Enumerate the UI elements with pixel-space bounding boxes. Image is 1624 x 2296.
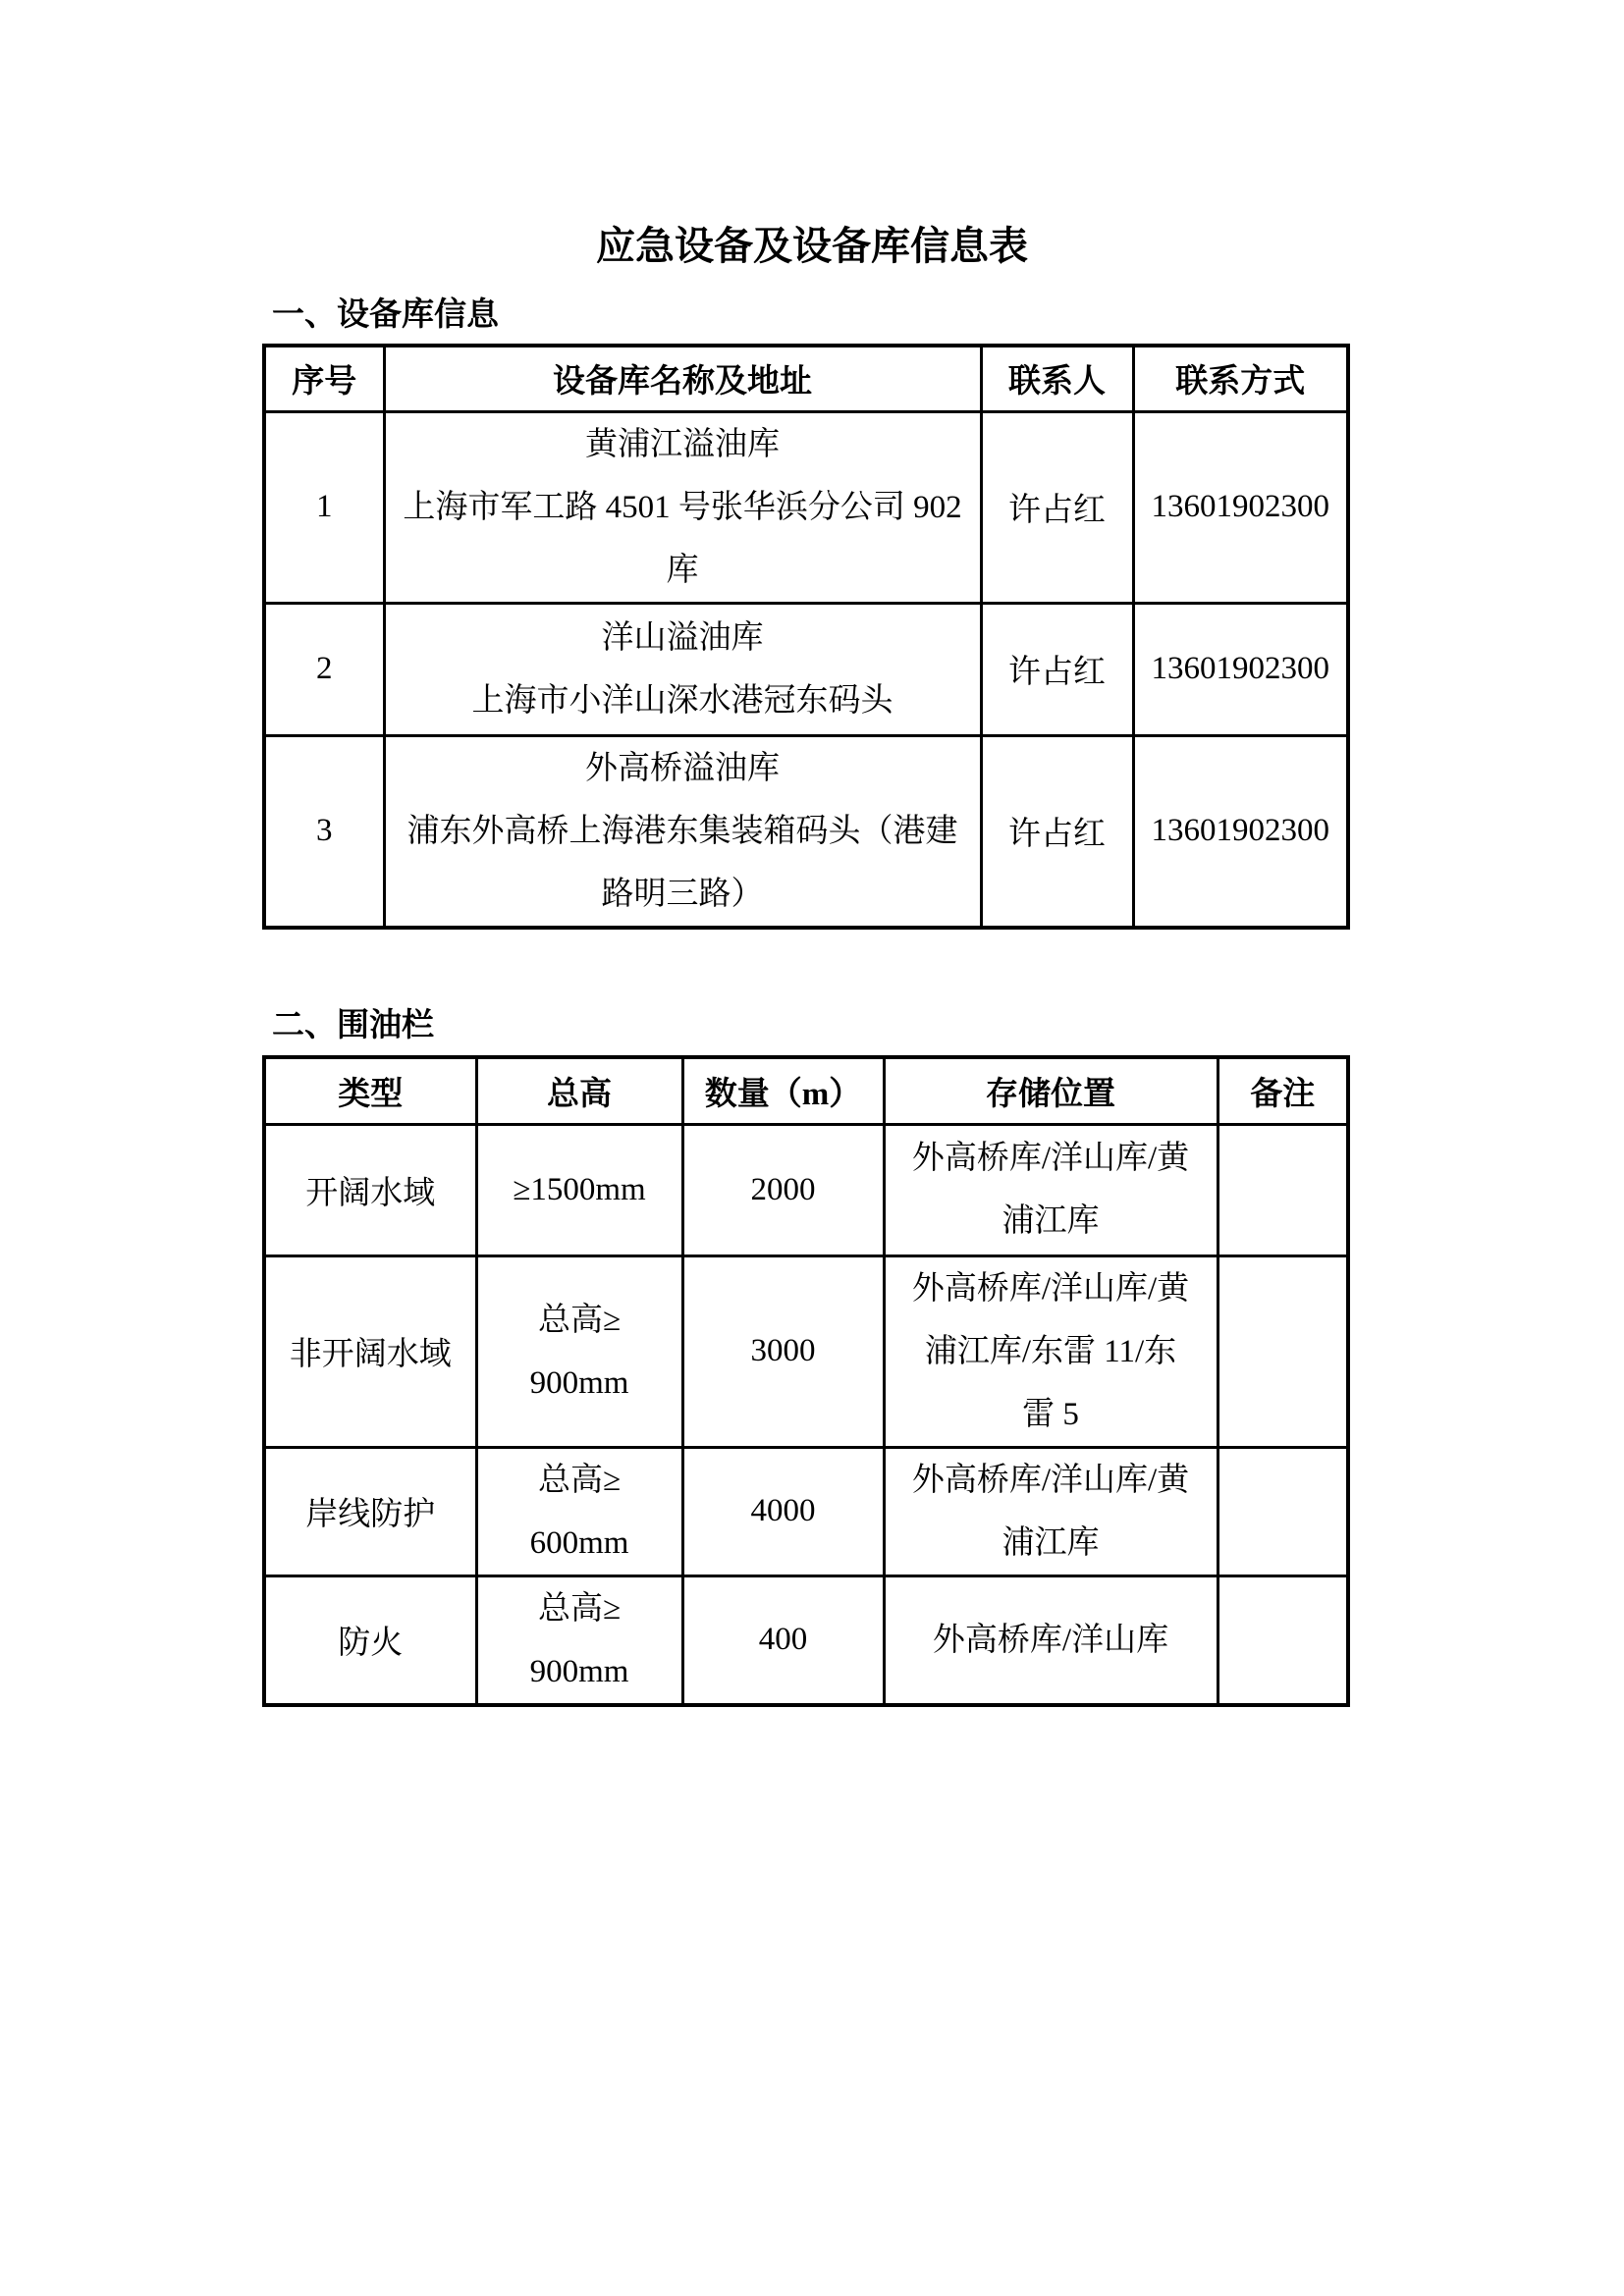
oil-boom-table-row-3 (264, 1447, 1348, 1575)
cell-contact: 许占红 (981, 603, 1133, 735)
cell-phone: 13601902300 (1133, 603, 1348, 735)
cell-storage-location (884, 1447, 1218, 1575)
storage-line: 外高桥库/洋山库/黄 (911, 1462, 1190, 1498)
cell-phone: 13601902300 (1133, 411, 1348, 603)
section-heading-warehouse-info: 一、设备库信息 (272, 297, 499, 333)
storage-line: 雷 5 (1022, 1396, 1079, 1432)
height-line: 900mm (529, 1364, 629, 1401)
cell-name-address (384, 735, 981, 928)
cell-phone: 13601902300 (1133, 735, 1348, 928)
col-header-no: 序号 (264, 346, 384, 411)
cell-contact: 许占红 (981, 411, 1133, 603)
storage-line: 外高桥库/洋山库 (932, 1622, 1169, 1658)
oil-boom-table (262, 1055, 1350, 1707)
cell-storage-location (884, 1124, 1218, 1255)
cell-storage-location (884, 1575, 1218, 1705)
col-header-type: 类型 (264, 1057, 476, 1124)
warehouse-name: 外高桥溢油库 (585, 750, 780, 786)
height-line: ≥1500mm (513, 1172, 646, 1207)
warehouse-table-header-row (264, 346, 1348, 411)
cell-contact: 许占红 (981, 735, 1133, 928)
cell-quantity: 400 (682, 1575, 884, 1705)
warehouse-address-line: 浦东外高桥上海港东集装箱码头（港建 (406, 813, 958, 849)
cell-quantity: 4000 (682, 1447, 884, 1575)
warehouse-address-line: 库 (666, 552, 699, 588)
height-line: 总高≥ (537, 1302, 622, 1338)
storage-line: 浦江库/东雷 11/东 (924, 1333, 1177, 1369)
warehouse-address-line: 路明三路） (601, 876, 764, 912)
oil-boom-table-row-2 (264, 1255, 1348, 1447)
warehouse-name: 黄浦江溢油库 (585, 426, 780, 462)
col-header-total-height: 总高 (476, 1057, 682, 1124)
document-title: 应急设备及设备库信息表 (596, 224, 1028, 268)
cell-remark (1218, 1575, 1348, 1705)
col-header-contact: 联系人 (981, 346, 1133, 411)
cell-type: 开阔水域 (264, 1124, 476, 1255)
cell-total-height (476, 1124, 682, 1255)
warehouse-table-row-2 (264, 603, 1348, 735)
cell-remark (1218, 1255, 1348, 1447)
cell-quantity: 2000 (682, 1124, 884, 1255)
height-line: 600mm (529, 1524, 629, 1561)
height-line: 总高≥ (537, 1590, 622, 1627)
storage-line: 浦江库 (1001, 1203, 1100, 1239)
cell-name-address (384, 603, 981, 735)
cell-total-height (476, 1575, 682, 1705)
cell-row-no: 1 (264, 411, 384, 603)
warehouse-table-row-1 (264, 411, 1348, 603)
warehouse-table-row-3 (264, 735, 1348, 928)
oil-boom-table-header-row (264, 1057, 1348, 1124)
cell-quantity: 3000 (682, 1255, 884, 1447)
warehouse-table (262, 344, 1350, 930)
warehouse-address-line: 上海市军工路 4501 号张华浜分公司 902 (403, 489, 962, 525)
warehouse-address-line: 上海市小洋山深水港冠东码头 (471, 682, 893, 719)
col-header-remark: 备注 (1218, 1057, 1348, 1124)
col-header-storage-location: 存储位置 (884, 1057, 1218, 1124)
col-header-phone: 联系方式 (1133, 346, 1348, 411)
storage-line: 浦江库 (1001, 1524, 1100, 1561)
height-line: 总高≥ (537, 1462, 622, 1498)
oil-boom-table-row-1 (264, 1124, 1348, 1255)
cell-type: 岸线防护 (264, 1447, 476, 1575)
cell-type: 防火 (264, 1575, 476, 1705)
cell-total-height (476, 1447, 682, 1575)
storage-line: 外高桥库/洋山库/黄 (911, 1270, 1190, 1307)
section-heading-oil-boom: 二、围油栏 (272, 1008, 434, 1043)
col-header-quantity: 数量（m） (682, 1057, 884, 1124)
cell-remark (1218, 1124, 1348, 1255)
col-header-name-address: 设备库名称及地址 (384, 346, 981, 411)
cell-total-height (476, 1255, 682, 1447)
oil-boom-table-row-4 (264, 1575, 1348, 1705)
cell-remark (1218, 1447, 1348, 1575)
cell-row-no: 2 (264, 603, 384, 735)
storage-line: 外高桥库/洋山库/黄 (911, 1141, 1190, 1176)
height-line: 900mm (529, 1653, 629, 1689)
cell-row-no: 3 (264, 735, 384, 928)
cell-type: 非开阔水域 (264, 1255, 476, 1447)
cell-storage-location (884, 1255, 1218, 1447)
cell-name-address (384, 411, 981, 603)
warehouse-name: 洋山溢油库 (601, 619, 764, 656)
